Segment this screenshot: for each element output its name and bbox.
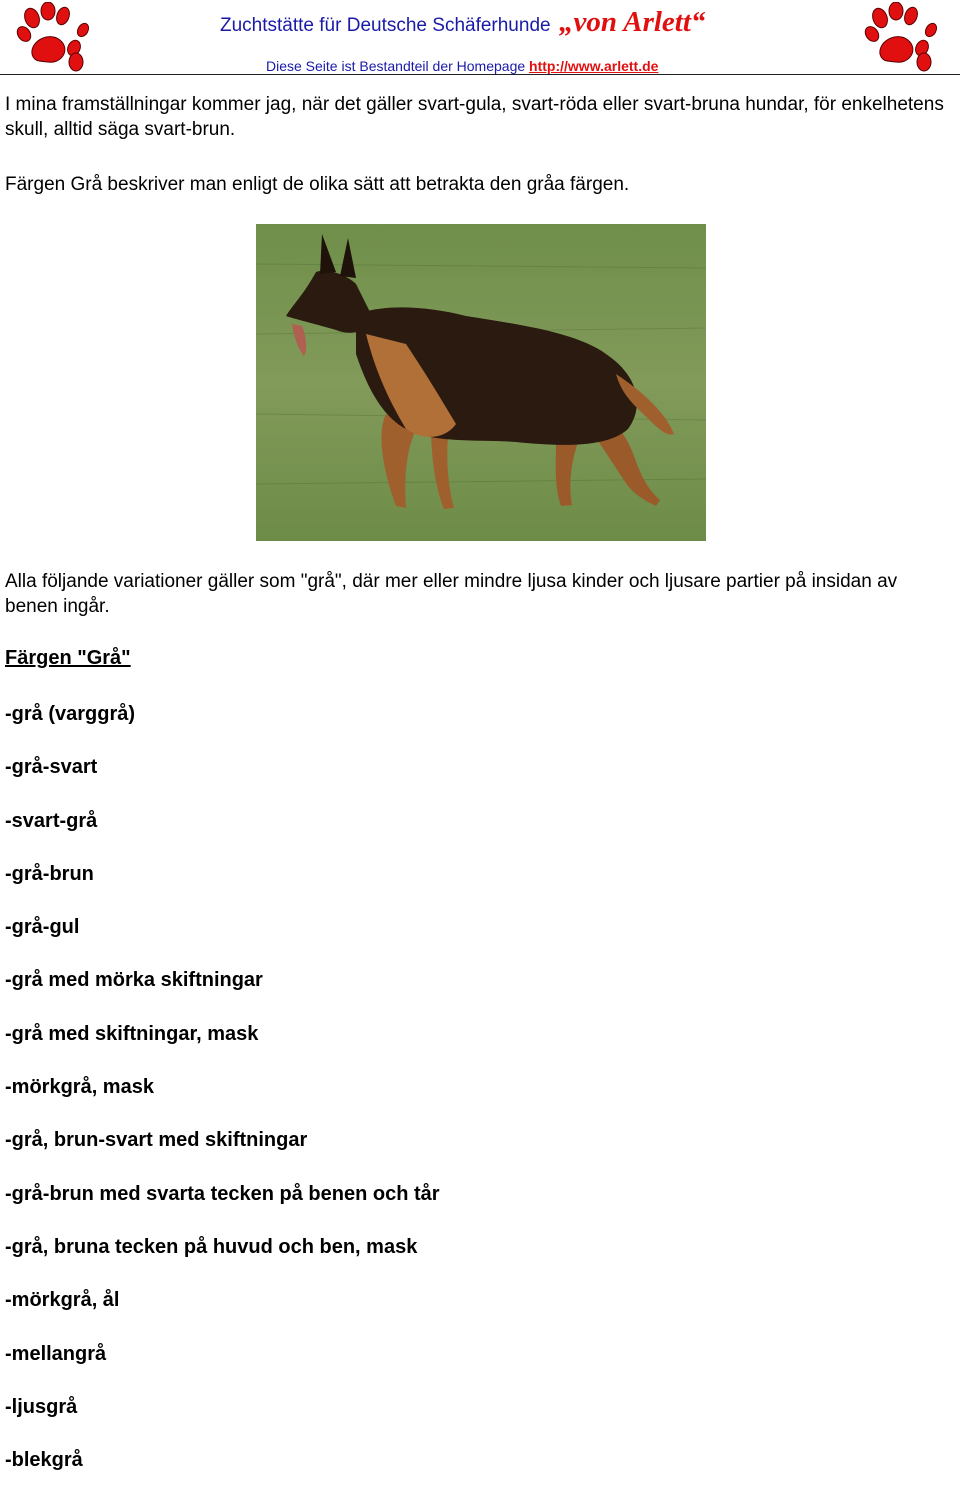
german-shepherd-photo — [256, 224, 706, 541]
list-item: -mörkgrå, mask — [5, 1076, 154, 1099]
grey-variations-list — [5, 701, 440, 1500]
paw-logo-icon — [10, 2, 100, 76]
homepage-link[interactable]: http://www.arlett.de — [529, 58, 659, 74]
list-item: -mörkgrå, ål — [5, 1289, 120, 1312]
homepage-notice — [266, 58, 658, 74]
list-item: -grå-svart — [5, 756, 98, 779]
list-item: -grå, bruna tecken på huvud och ben, mask — [5, 1235, 418, 1258]
list-item: -grå med mörka skiftningar — [5, 969, 263, 992]
site-title-text: Zuchtstätte für Deutsche Schäferhunde — [220, 15, 551, 36]
header-divider — [0, 74, 960, 75]
list-item: -grå (varggrå) — [5, 703, 136, 725]
intro-paragraph: I mina framställningar kommer jag, när det gäller svart-gula, svart-röda eller svart-bruna hundar, för enkelhetens skull, alltid säga svart-brun. — [5, 94, 944, 140]
list-item: -svart-grå — [5, 809, 98, 832]
list-item: -grå, brun-svart med skiftningar — [5, 1129, 308, 1152]
list-heading: Färgen "Grå" — [5, 647, 131, 669]
paw-logo-icon — [858, 2, 948, 76]
variations-note: Alla följande variationer gäller som "grå", där mer eller mindre ljusa kinder och ljusare partier på insidan av benen ingår. — [5, 571, 898, 617]
page-header — [0, 0, 960, 80]
list-item: -mellangrå — [5, 1342, 107, 1365]
list-item: -grå-brun — [5, 862, 94, 885]
site-brand: „von Arlett“ — [559, 6, 706, 38]
list-item: -ljusgrå — [5, 1395, 78, 1418]
list-item: -grå-gul — [5, 916, 80, 939]
list-item: -grå-brun med svarta tecken på benen och tår — [5, 1182, 440, 1205]
list-item: -blekgrå — [5, 1449, 83, 1472]
list-item: -grå med skiftningar, mask — [5, 1022, 259, 1045]
site-title — [220, 6, 705, 39]
grey-description: Färgen Grå beskriver man enligt de olika sätt att betrakta den gråa färgen. — [5, 174, 630, 195]
homepage-notice-text: Diese Seite ist Bestandteil der Homepage — [266, 58, 526, 74]
